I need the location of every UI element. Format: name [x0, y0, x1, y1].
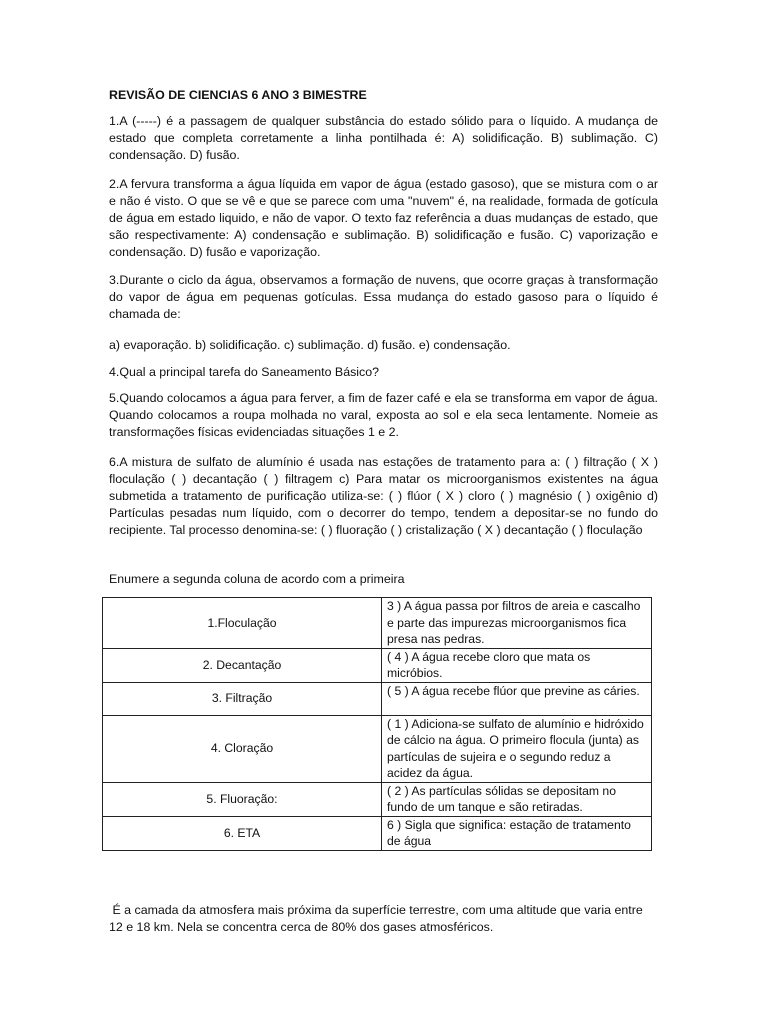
- table-cell-right: 3 ) A água passa por filtros de areia e cascalho e parte das impurezas microorganismos fica presa nas pedras.: [382, 598, 652, 649]
- table-cell-left: 1.Floculação: [103, 598, 382, 649]
- table-cell-left: 3. Filtração: [103, 682, 382, 715]
- question-1: 1.A (-----) é a passagem de qualquer substância do estado sólido para o líquido. A mudança de estado que completa corretamente a linha pontilhada é: A) solidificação. B) sublimação. C) condensação. D) fusão.: [109, 114, 658, 162]
- table-cell-right: ( 2 ) As partículas sólidas se depositam no fundo de um tanque e são retiradas.: [382, 782, 652, 816]
- matching-table: [102, 597, 652, 851]
- table-row: [103, 598, 652, 649]
- table-cell-left: 2. Decantação: [103, 648, 382, 682]
- table-cell-right: ( 5 ) A água recebe flúor que previne as cáries.: [382, 682, 652, 715]
- question-6: 6.A mistura de sulfato de alumínio é usada nas estações de tratamento para a: ( ) filtração ( X ) floculação ( ) decantação ( ) filtragem c) Para matar os microorganismos existentes na água submetida a tratamento de purificação utiliza-se: ( ) flúor ( X ) cloro ( ) magnésio ( ) oxigênio d) Partículas pesadas num líquido, com o decorrer do tempo, tendem a depositar-se no fundo do recipiente. Tal processo denomina-se: ( ) fluoração ( ) cristalização ( X ) decantação ( ) floculação: [109, 455, 658, 537]
- document-title: REVISÃO DE CIENCIAS 6 ANO 3 BIMESTRE: [109, 88, 367, 102]
- table-cell-right: 6 ) Sigla que significa: estação de tratamento de água: [382, 816, 652, 850]
- table-row: [103, 782, 652, 816]
- table-cell-right: ( 4 ) A água recebe cloro que mata os micróbios.: [382, 648, 652, 682]
- table-row: [103, 682, 652, 715]
- table-row: [103, 648, 652, 682]
- enumerate-instruction: Enumere a segunda coluna de acordo com a primeira: [109, 572, 405, 586]
- question-3: 3.Durante o ciclo da água, observamos a formação de nuvens, que ocorre graças à transformação do vapor de água em pequenas gotículas. Essa mudança do estado gasoso para o líquido é chamada de:: [109, 273, 658, 321]
- table-cell-right: ( 1 ) Adiciona-se sulfato de alumínio e hidróxido de cálcio na água. O primeiro flocula (junta) as partículas de sujeira e o segundo reduz a acidez da água.: [382, 715, 652, 782]
- question-4: 4.Qual a principal tarefa do Saneamento Básico?: [109, 365, 380, 379]
- atmosphere-paragraph: É a camada da atmosfera mais próxima da superfície terrestre, com uma altitude que varia entre 12 e 18 km. Nela se concentra cerca de 80% dos gases atmosféricos.: [109, 903, 647, 934]
- table-cell-left: 4. Cloração: [103, 715, 382, 782]
- question-5: 5.Quando colocamos a água para ferver, a fim de fazer café e ela se transforma em vapor de água. Quando colocamos a roupa molhada no varal, exposta ao sol e ela seca lentamente. Nomeie as transformações físicas evidenciadas situações 1 e 2.: [109, 391, 658, 439]
- table-row: [103, 715, 652, 782]
- table-row: [103, 816, 652, 850]
- table-cell-left: 5. Fluoração:: [103, 782, 382, 816]
- table-cell-left: 6. ETA: [103, 816, 382, 850]
- question-3-options: a) evaporação. b) solidificação. c) sublimação. d) fusão. e) condensação.: [109, 338, 511, 352]
- question-2: 2.A fervura transforma a água líquida em vapor de água (estado gasoso), que se mistura com o ar e não é visto. O que se vê e que se parece com uma "nuvem" é, na realidade, formada de gotícula de água em estado liquido, e não de vapor. O texto faz referência a duas mudanças de estado, que são respectivamente: A) condensação e sublimação. B) solidificação e fusão. C) vaporização e condensação. D) fusão e vaporização.: [109, 177, 658, 259]
